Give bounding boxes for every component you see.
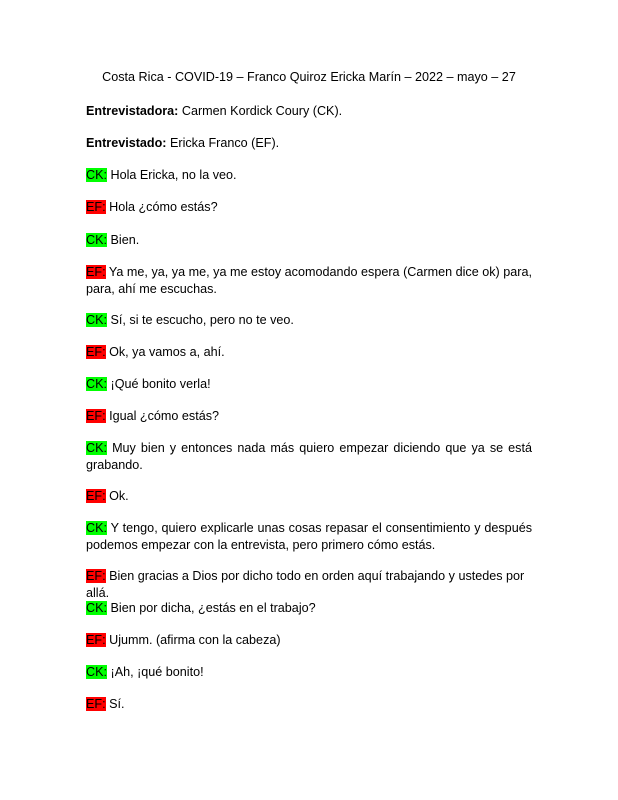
dialogue-turn	[86, 264, 532, 298]
dialogue-turn	[86, 568, 532, 602]
speaker-tag-ck: CK:	[86, 313, 107, 327]
turn-text: Bien por dicha, ¿estás en el trabajo?	[107, 601, 316, 615]
speaker-tag-ef: EF:	[86, 489, 106, 503]
dialogue-turn	[86, 664, 532, 681]
speaker-tag-ef: EF:	[86, 569, 106, 583]
speaker-tag-ef: EF:	[86, 265, 106, 279]
turn-text: Muy bien y entonces nada más quiero empezar diciendo que ya se está grabando.	[86, 441, 532, 472]
interviewee-value: Ericka Franco (EF).	[166, 136, 280, 150]
turn-text: Bien.	[107, 233, 140, 247]
interviewer-line	[86, 103, 532, 120]
dialogue-turn	[86, 199, 532, 216]
turn-text: Ya me, ya, ya me, ya me estoy acomodando espera (Carmen dice ok) para, para, ahí me escuchas.	[86, 265, 532, 296]
turn-text: Y tengo, quiero explicarle unas cosas repasar el consentimiento y después podemos empezar con la entrevista, pero primero cómo estás.	[86, 521, 532, 552]
speaker-tag-ck: CK:	[86, 233, 107, 247]
speaker-tag-ck: CK:	[86, 168, 107, 182]
speaker-tag-ef: EF:	[86, 345, 106, 359]
dialogue-turn	[86, 232, 532, 249]
turn-text: Ujumm. (afirma con la cabeza)	[105, 633, 281, 647]
dialogue-turn	[86, 600, 532, 617]
speaker-tag-ck: CK:	[86, 521, 107, 535]
turn-text: Sí.	[105, 697, 125, 711]
turn-text: ¡Ah, ¡qué bonito!	[107, 665, 204, 679]
document-title: Costa Rica - COVID-19 – Franco Quiroz Ericka Marín – 2022 – mayo – 27	[102, 70, 516, 84]
speaker-tag-ck: CK:	[86, 441, 107, 455]
turn-text: Hola ¿cómo estás?	[105, 200, 218, 214]
dialogue-turn	[86, 696, 532, 713]
dialogue-turn	[86, 376, 532, 393]
dialogue-turn	[86, 440, 532, 474]
interviewer-label: Entrevistadora:	[86, 104, 179, 118]
interviewee-label: Entrevistado:	[86, 136, 167, 150]
dialogue-turn	[86, 312, 532, 329]
speaker-tag-ef: EF:	[86, 200, 106, 214]
interviewee-line	[86, 135, 532, 152]
turn-text: ¡Qué bonito verla!	[107, 377, 211, 391]
turn-text: Ok.	[105, 489, 129, 503]
turn-text: Bien gracias a Dios por dicho todo en orden aquí trabajando y ustedes por allá.	[86, 569, 525, 600]
speaker-tag-ck: CK:	[86, 377, 107, 391]
dialogue-turn	[86, 408, 532, 425]
speaker-tag-ef: EF:	[86, 633, 106, 647]
turn-text: Sí, si te escucho, pero no te veo.	[107, 313, 294, 327]
dialogue-turn	[86, 344, 532, 361]
dialogue-turn	[86, 488, 532, 505]
speaker-tag-ck: CK:	[86, 601, 107, 615]
turn-text: Ok, ya vamos a, ahí.	[105, 345, 225, 359]
interviewer-value: Carmen Kordick Coury (CK).	[178, 104, 343, 118]
speaker-tag-ef: EF:	[86, 697, 106, 711]
turn-text: Igual ¿cómo estás?	[105, 409, 219, 423]
dialogue-turn	[86, 520, 532, 554]
dialogue-turn	[86, 167, 532, 184]
turn-text: Hola Ericka, no la veo.	[107, 168, 237, 182]
speaker-tag-ck: CK:	[86, 665, 107, 679]
speaker-tag-ef: EF:	[86, 409, 106, 423]
dialogue-turn	[86, 632, 532, 649]
